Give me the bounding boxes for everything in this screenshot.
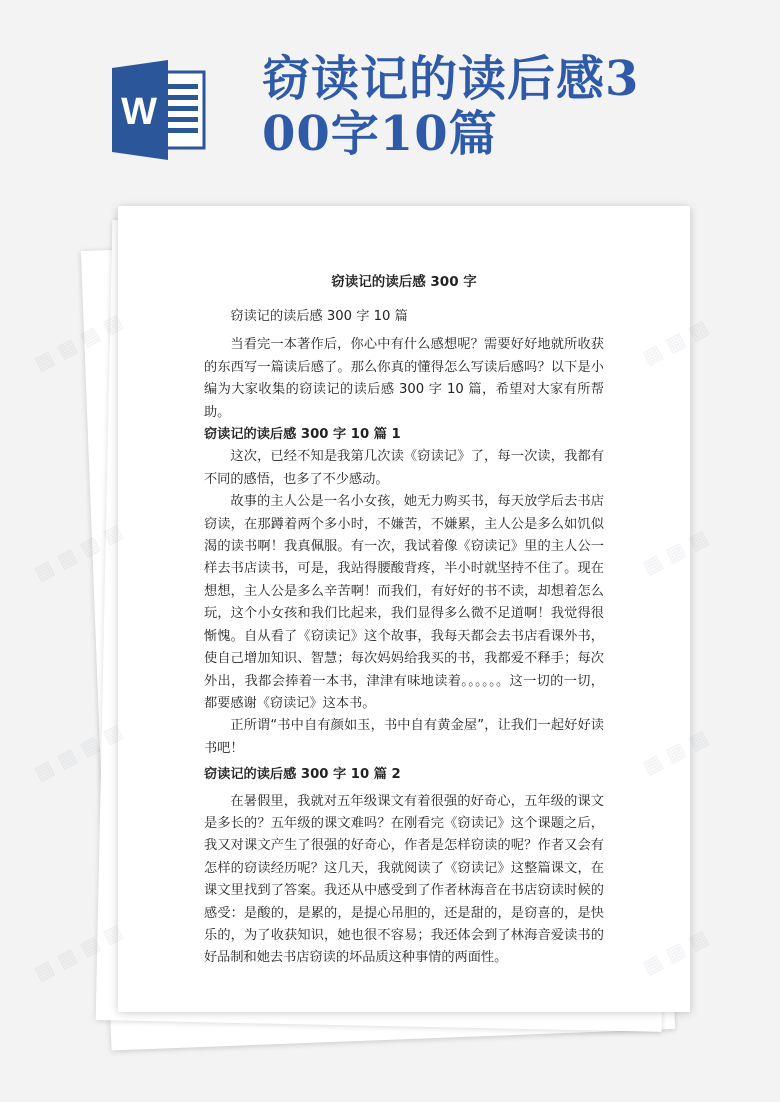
section-heading-1: 窃读记的读后感 300 字 10 篇 1 xyxy=(204,427,401,443)
watermark-logo: ▦ ▦ ▦ ▦ xyxy=(30,918,127,986)
page-header xyxy=(0,0,780,200)
paragraph: 正所谓“书中自有颜如玉，书中自有黄金屋”，让我们一起好好读书吧！ xyxy=(204,718,604,756)
svg-text:W: W xyxy=(121,91,157,133)
watermark-logo: ▦ xyxy=(684,924,713,955)
section-heading-2: 窃读记的读后感 300 字 10 篇 2 xyxy=(204,767,401,783)
intro-paragraph: 当看完一本著作后，你心中有什么感想呢？需要好好地就所收获的东西写一篇读后感了。那么你真的懂得怎么写读后感吗？以下是小编为大家收集的窃读记的读后感 300 字 10 篇，希望对大家有所帮助。 xyxy=(204,337,604,420)
watermark-logo: ▦ xyxy=(684,314,713,345)
document-page xyxy=(118,206,690,1012)
watermark-logo: ▦ ▦ ▦ ▦ xyxy=(30,308,127,376)
watermark-logo: ▦ xyxy=(684,724,713,755)
document-body xyxy=(204,272,604,970)
watermark-logo: ▦ xyxy=(684,524,713,555)
page-title: 窃读记的读后感300字10篇 xyxy=(262,51,640,162)
paragraph: 这次，已经不知是我第几次读《窃读记》了，每一次读，我都有不同的感悟，也多了不少感动。 xyxy=(204,449,604,487)
watermark-logo: ▦ ▦ ▦ ▦ xyxy=(30,518,127,586)
document-subtitle: 窃读记的读后感 300 字 10 篇 xyxy=(230,309,408,324)
document-title: 窃读记的读后感 300 字 xyxy=(331,274,477,290)
word-icon xyxy=(112,60,208,160)
paragraph: 故事的主人公是一名小女孩，她无力购买书，每天放学后去书店窃读，在那蹲着两个多小时，不嫌苦，不嫌累，主人公是多么如饥似渴的读书啊！我真佩服。有一次，我试着像《窃读记》里的主人公一样去书店读书，可是，我站得腰酸背疼，半小时就坚持不住了。现在想想，主人公是多么辛苦啊！而我们，有好好的书不读，却想着怎么玩，这个小女孩和我们比起来，我们显得多么微不足道啊！我觉得很惭愧。自从看了《窃读记》这个故事，我每天都会去书店看课外书，使自己增加知识、智慧；每次妈妈给我买的书，我都爱不释手；每次外出，我都会捧着一本书，津津有味地读着。。。。。。这一切的一切，都要感谢《窃读记》这本书。 xyxy=(204,494,604,711)
watermark-logo: ▦ ▦ ▦ ▦ xyxy=(30,718,127,786)
paragraph: 在暑假里，我就对五年级课文有着很强的好奇心，五年级的课文是多长的？五年级的课文难吗？在刚看完《窃读记》这个课题之后，我又对课文产生了很强的好奇心，作者是怎样窃读的呢？作者又会有怎样的窃读经历呢？这几天，我就阅读了《窃读记》这整篇课文，在课文里找到了答案。我还从中感受到了作者林海音在书店窃读时候的感受：是酸的，是累的，是提心吊胆的，还是甜的，是窃喜的，是快乐的，为了收获知识，她也很不容易；我还体会到了林海音爱读书的好品制和她去书店窃读的坏品质这种事情的两面性。 xyxy=(204,793,604,966)
